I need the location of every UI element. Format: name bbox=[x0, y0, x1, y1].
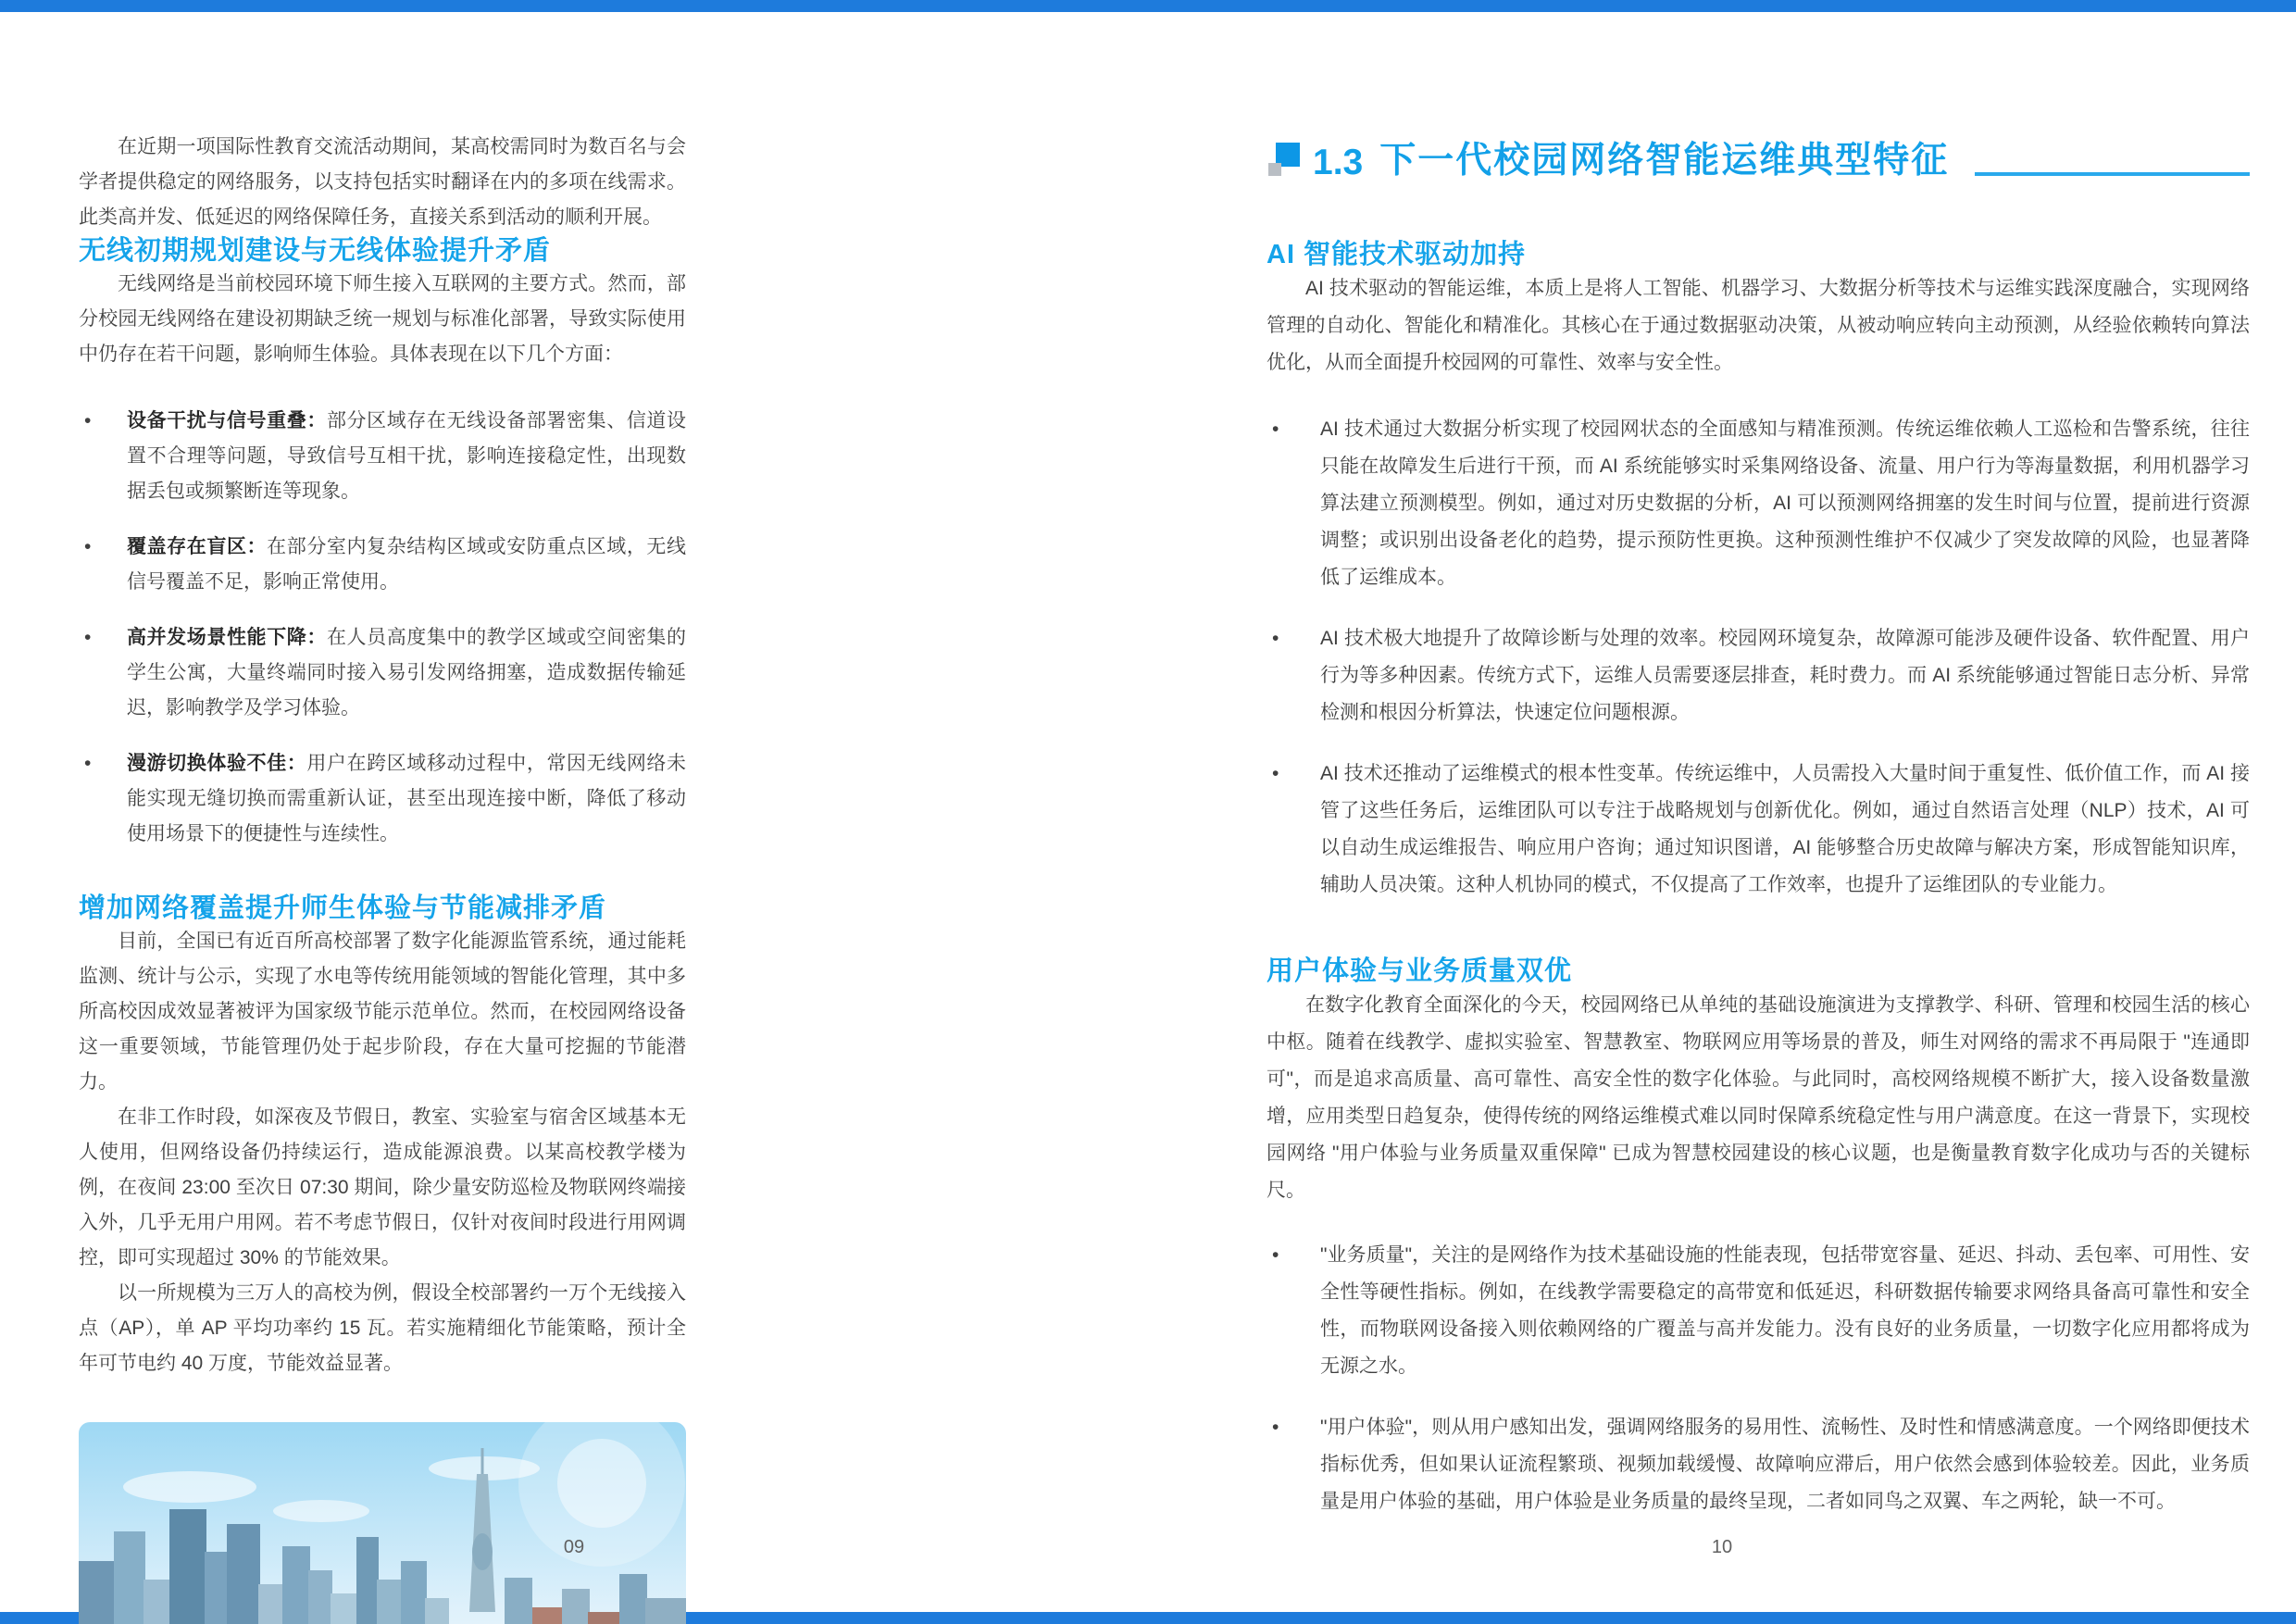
page-number-right: 10 bbox=[1711, 1537, 1733, 1557]
energy-paragraph-1: 目前，全国已有近百所高校部署了数字化能源监管系统，通过能耗监测、统计与公示，实现了水电等传统用能领域的智能化管理，其中多所高校因成效显著被评为国家级节能示范单位。然而，在校园网络设备这一重要领域，节能管理仍处于起步阶段，存在大量可挖掘的节能潜力。 bbox=[79, 931, 686, 1093]
bullet-text: 在部分室内复杂结构区域或安防重点区域，无线信号覆盖不足，影响正常使用。 bbox=[127, 536, 687, 593]
bullet-text: "业务质量"，关注的是网络作为技术基础设施的性能表现，包括带宽容量、延迟、抖动、丢包率、可用性、安全性等硬性指标。例如，在线教学需要稳定的高带宽和低延迟，科研数据传输要求网络具备高可靠性和安全性，而物联网设备接入则依赖网络的广覆盖与高并发能力。没有良好的业务质量，一切数字化应用都将成为无源之水。 bbox=[1320, 1244, 2250, 1377]
bullet-term: 高并发场景性能下降： bbox=[127, 627, 327, 648]
heading-experience-quality: 用户体验与业务质量双优 bbox=[1267, 956, 1573, 986]
bullet-marker: • bbox=[84, 410, 92, 431]
ai-lead-paragraph: AI 技术驱动的智能运维，本质上是将人工智能、机器学习、大数据分析等技术与运维实践深度融合，实现网络管理的自动化、智能化和精准化。其核心在于通过数据驱动决策，从被动响应转向主动预测，从经验依赖转向算法优化，从而全面提升校园网的可靠性、效率与安全性。 bbox=[1267, 278, 2250, 373]
bullet-text: 在人员高度集中的教学区域或空间密集的学生公寓，大量终端同时接入易引发网络拥塞，造成数据传输延迟，影响教学及学习体验。 bbox=[127, 627, 687, 718]
top-blue-band bbox=[0, 0, 2296, 12]
cityscape-illustration bbox=[79, 1422, 686, 1624]
campus-cloud-photo bbox=[79, 1422, 686, 1624]
list-item bbox=[79, 746, 686, 852]
wireless-issues-list bbox=[79, 404, 686, 852]
list-item bbox=[1267, 1237, 2250, 1385]
section-title: 下一代校园网络智能运维典型特征 bbox=[1379, 141, 1950, 181]
bullet-marker: • bbox=[1272, 1244, 1279, 1266]
bullet-text: 用户在跨区域移动过程中，常因无线网络未能实现无缝切换而需重新认证，甚至出现连接中断，降低了移动使用场景下的便捷性与连续性。 bbox=[127, 753, 687, 844]
bullet-text: AI 技术通过大数据分析实现了校园网状态的全面感知与精准预测。传统运维依赖人工巡检和告警系统，往往只能在故障发生后进行干预，而 AI 系统能够实时采集网络设备、流量、用户行为等海量数据，利用机器学习算法建立预测模型。例如，通过对历史数据的分析，AI 可以预测网络拥塞的发生时间与位置，提前进行资源调整；或识别出设备老化的趋势，提示预防性更换。这种预测性维护不仅减少了突发故障的风险，也显著降低了运维成本。 bbox=[1320, 418, 2250, 588]
bullet-marker: • bbox=[84, 627, 92, 648]
ai-feature-list bbox=[1267, 411, 2250, 904]
bullet-marker: • bbox=[84, 753, 92, 774]
intro-paragraph: 在近期一项国际性教育交流活动期间，某高校需同时为数百名与会学者提供稳定的网络服务，以支持包括实时翻译在内的多项在线需求。此类高并发、低延迟的网络保障任务，直接关系到活动的顺利开展。 bbox=[79, 136, 686, 228]
list-item bbox=[1267, 756, 2250, 904]
bullet-marker: • bbox=[1272, 628, 1279, 649]
list-item bbox=[79, 404, 686, 509]
bullet-text: "用户体验"，则从用户感知出发，强调网络服务的易用性、流畅性、及时性和情感满意度。一个网络即便技术指标优秀，但如果认证流程繁琐、视频加载缓慢、故障响应滞后，用户依然会感到体验较差。因此，业务质量是用户体验的基础，用户体验是业务质量的最终呈现，二者如同鸟之双翼、车之两轮，缺一不可。 bbox=[1320, 1417, 2250, 1512]
section-header bbox=[1267, 128, 2250, 185]
bullet-marker: • bbox=[1272, 763, 1279, 784]
bullet-marker: • bbox=[1272, 418, 1279, 440]
wireless-lead-paragraph: 无线网络是当前校园环境下师生接入互联网的主要方式。然而，部分校园无线网络在建设初期缺乏统一规划与标准化部署，导致实际使用中仍存在若干问题，影响师生体验。具体表现在以下几个方面： bbox=[79, 273, 686, 365]
list-item bbox=[79, 530, 686, 600]
bullet-term: 覆盖存在盲区： bbox=[127, 536, 268, 557]
bullet-term: 漫游切换体验不佳： bbox=[127, 753, 307, 774]
experience-lead-paragraph: 在数字化教育全面深化的今天，校园网络已从单纯的基础设施演进为支撑教学、科研、管理和校园生活的核心中枢。随着在线教学、虚拟实验室、智慧教室、物联网应用等场景的普及，师生对网络的需求不再局限于 "连通即可"，而是追求高质量、高可靠性、高安全性的数字化体验。与此同时，高校网络规模不断扩大，接入设备数量激增，应用类型日趋复杂，使得传统的网络运维模式难以同时保障系统稳定性与用户满意度。在这一背景下，实现校园网络 "用户体验与业务质量双重保障" 已成为智慧校园建设的核心议题，也是衡量教育数字化成功与否的关键标尺。 bbox=[1267, 994, 2250, 1201]
bullet-text: AI 技术还推动了运维模式的根本性变革。传统运维中，人员需投入大量时间于重复性、低价值工作，而 AI 接管了这些任务后，运维团队可以专注于战略规划与创新优化。例如，通过自然语言处理（NLP）技术，AI 可以自动生成运维报告、响应用户咨询；通过知识图谱，AI 能够整合历史故障与解决方案，形成智能知识库，辅助人员决策。这种人机协同的模式，不仅提高了工作效率，也提升了运维团队的专业能力。 bbox=[1320, 763, 2250, 895]
bullet-text: 部分区域存在无线设备部署密集、信道设置不合理等问题，导致信号互相干扰，影响连接稳定性，出现数据丢包或频繁断连等现象。 bbox=[127, 410, 687, 502]
heading-wireless-contradiction: 无线初期规划建设与无线体验提升矛盾 bbox=[79, 236, 552, 266]
bullet-marker: • bbox=[1272, 1417, 1279, 1438]
bullet-marker: • bbox=[84, 536, 92, 557]
bullet-text: AI 技术极大地提升了故障诊断与处理的效率。校园网环境复杂，故障源可能涉及硬件设备、软件配置、用户行为等多种因素。传统方式下，运维人员需要逐层排查，耗时费力。而 AI 系统能够通过智能日志分析、异常检测和根因分析算法，快速定位问题根源。 bbox=[1320, 628, 2250, 723]
section-number: 1.3 bbox=[1313, 143, 1364, 182]
section-marker-icon bbox=[1267, 137, 1304, 185]
left-page-column bbox=[79, 130, 686, 1624]
right-page-column bbox=[1267, 128, 2250, 1520]
list-item bbox=[1267, 1409, 2250, 1520]
bullet-term: 设备干扰与信号重叠： bbox=[127, 410, 327, 431]
list-item bbox=[1267, 411, 2250, 596]
energy-paragraph-3: 以一所规模为三万人的高校为例，假设全校部署约一万个无线接入点（AP），单 AP 平均功率约 15 瓦。若实施精细化节能策略，预计全年可节电约 40 万度，节能效益显著。 bbox=[79, 1282, 686, 1374]
experience-list bbox=[1267, 1237, 2250, 1520]
gray-square-icon bbox=[1268, 163, 1281, 176]
heading-energy-contradiction: 增加网络覆盖提升师生体验与节能减排矛盾 bbox=[79, 893, 607, 923]
page-number-left: 09 bbox=[563, 1537, 585, 1557]
heading-ai-driven: AI 智能技术驱动加持 bbox=[1267, 240, 1527, 269]
list-item bbox=[1267, 620, 2250, 731]
section-underline bbox=[1975, 172, 2250, 176]
list-item bbox=[79, 620, 686, 726]
energy-paragraph-2: 在非工作时段，如深夜及节假日，教室、实验室与宿舍区域基本无人使用，但网络设备仍持续运行，造成能源浪费。以某高校教学楼为例，在夜间 23:00 至次日 07:30 期间，除少量安防巡检及物联网终端接入外，几乎无用户用网。若不考虑节假日，仅针对夜间时段进行用网调控，即可实现超过 30% 的节能效果。 bbox=[79, 1106, 686, 1268]
